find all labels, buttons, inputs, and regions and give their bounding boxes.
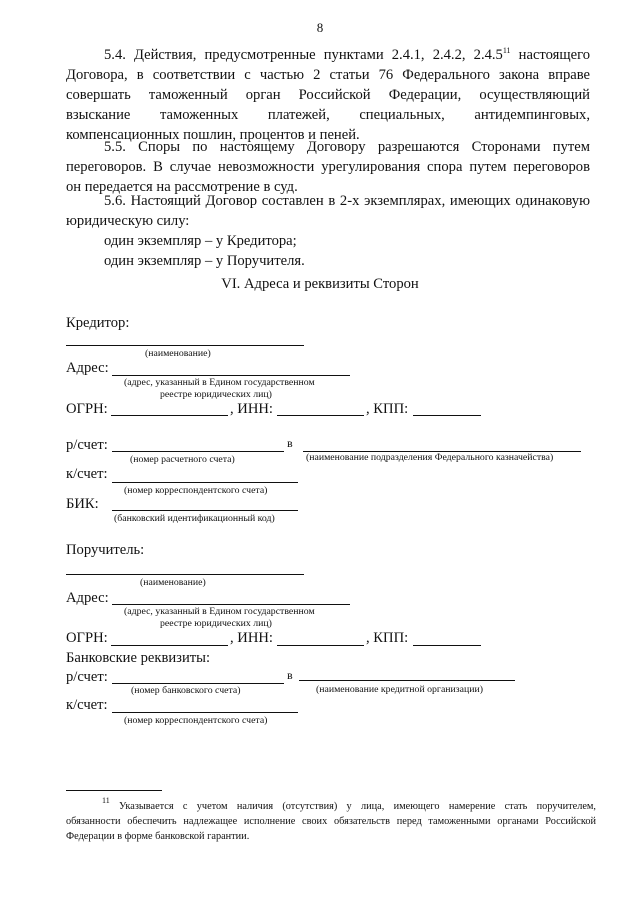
footnote-line-2: обязанности обеспечить надлежащее исполнение своих обязательств перед таможенными органами Российской xyxy=(66,816,596,827)
footnote-marker: 11 xyxy=(102,796,110,805)
copy-creditor: один экземпляр – у Кредитора; xyxy=(104,233,297,249)
footnote-line-3: Федерации в форме банковской гарантии. xyxy=(66,831,250,842)
guarantor-inn-field[interactable] xyxy=(277,645,364,646)
creditor-address-caption-2: реестре юридических лиц) xyxy=(160,389,272,400)
creditor-address-field[interactable] xyxy=(112,375,350,376)
creditor-corr-label: к/счет: xyxy=(66,466,108,482)
p56-line-1: 5.6. Настоящий Договор составлен в 2-х экземплярах, имеющих одинаковую xyxy=(104,193,590,209)
guarantor-address-label: Адрес: xyxy=(66,590,109,606)
creditor-ogrn-label: ОГРН: xyxy=(66,401,108,417)
creditor-bik-caption: (банковский идентификационный код) xyxy=(114,513,275,524)
creditor-account-caption: (номер расчетного счета) xyxy=(130,454,235,465)
creditor-inn-label: , ИНН: xyxy=(230,401,273,417)
guarantor-in-word: в xyxy=(287,668,293,682)
guarantor-address-caption-1: (адрес, указанный в Едином государственном xyxy=(124,606,315,617)
paragraph-5-6 xyxy=(66,191,590,271)
guarantor-account-label: р/счет: xyxy=(66,669,108,685)
guarantor-bank-caption: (наименование кредитной организации) xyxy=(316,684,483,695)
creditor-account-label: р/счет: xyxy=(66,437,108,453)
guarantor-address-caption-2: реестре юридических лиц) xyxy=(160,618,272,629)
guarantor-name-caption: (наименование) xyxy=(140,577,206,588)
guarantor-ogrn-field[interactable] xyxy=(111,645,228,646)
footnote-rule xyxy=(66,790,162,791)
guarantor-kpp-field[interactable] xyxy=(413,645,481,646)
creditor-bik-field[interactable] xyxy=(112,510,298,511)
footnote-line-1: $^{11}$ Указывается с учетом наличия (отсутствия) у лица, имеющего намерение стать поручителем, xyxy=(102,796,596,812)
p54-line-1: 5.4. Действия, предусмотренные пунктами 2.4.1, 2.4.2, 2.4.5$^{11}$ настоящего xyxy=(104,46,590,63)
creditor-treasury-caption: (наименование подразделения Федерального казначейства) xyxy=(306,452,554,463)
creditor-corr-field[interactable] xyxy=(112,482,298,483)
p54-line-3: совершать таможенный орган Российской Федерации, осуществляющий xyxy=(66,87,590,103)
paragraph-5-4 xyxy=(66,45,590,145)
creditor-kpp-label: , КПП: xyxy=(366,401,409,417)
creditor-name-field[interactable] xyxy=(66,345,304,346)
creditor-name-caption: (наименование) xyxy=(145,348,211,359)
guarantor-corr-label: к/счет: xyxy=(66,697,108,713)
guarantor-address-field[interactable] xyxy=(112,604,350,605)
p56-line-2: юридическую силу: xyxy=(66,213,190,229)
section-title: VI. Адреса и реквизиты Сторон xyxy=(221,276,419,292)
page-number: 8 xyxy=(316,20,324,35)
creditor-inn-field[interactable] xyxy=(277,415,364,416)
creditor-bik-label: БИК: xyxy=(66,496,99,512)
paragraph-5-5 xyxy=(66,137,590,197)
p54-line-5: компенсационных пошлин, процентов и пеней. xyxy=(66,127,360,143)
p55-line-2: переговоров. В случае невозможности урегулирования спора путем переговоров xyxy=(66,159,590,175)
footnote xyxy=(66,796,596,844)
guarantor-heading: Поручитель: xyxy=(66,542,145,558)
guarantor-corr-caption: (номер корреспондентского счета) xyxy=(124,715,268,726)
p55-line-1: 5.5. Споры по настоящему Договору разрешаются Сторонами путем xyxy=(104,139,590,155)
creditor-address-label: Адрес: xyxy=(66,360,109,376)
guarantor-kpp-label: , КПП: xyxy=(366,630,409,646)
footnote-ref: 11 xyxy=(502,46,511,55)
p55-line-3: он передается на рассмотрение в суд. xyxy=(66,179,298,195)
p54-line-2: Договора, в соответствии с частью 2 статьи 76 Федерального закона вправе xyxy=(66,67,590,83)
creditor-in-word: в xyxy=(287,436,293,450)
guarantor-account-caption: (номер банковского счета) xyxy=(131,685,241,696)
creditor-heading: Кредитор: xyxy=(66,315,130,331)
guarantor-inn-label: , ИНН: xyxy=(230,630,273,646)
creditor-address-caption-1: (адрес, указанный в Едином государственном xyxy=(124,377,315,388)
creditor-kpp-field[interactable] xyxy=(413,415,481,416)
p54-line-4: взыскание таможенных платежей, специальных, антидемпинговых, xyxy=(66,107,590,123)
guarantor-corr-field[interactable] xyxy=(112,712,298,713)
guarantor-name-field[interactable] xyxy=(66,574,304,575)
guarantor-bank-details: Банковские реквизиты: xyxy=(66,650,210,666)
creditor-corr-caption: (номер корреспондентского счета) xyxy=(124,485,268,496)
guarantor-bank-field[interactable] xyxy=(299,680,515,681)
copy-guarantor: один экземпляр – у Поручителя. xyxy=(104,253,305,269)
guarantor-account-field[interactable] xyxy=(112,683,284,684)
guarantor-ogrn-label: ОГРН: xyxy=(66,630,108,646)
creditor-account-field[interactable] xyxy=(112,451,284,452)
creditor-ogrn-field[interactable] xyxy=(111,415,228,416)
